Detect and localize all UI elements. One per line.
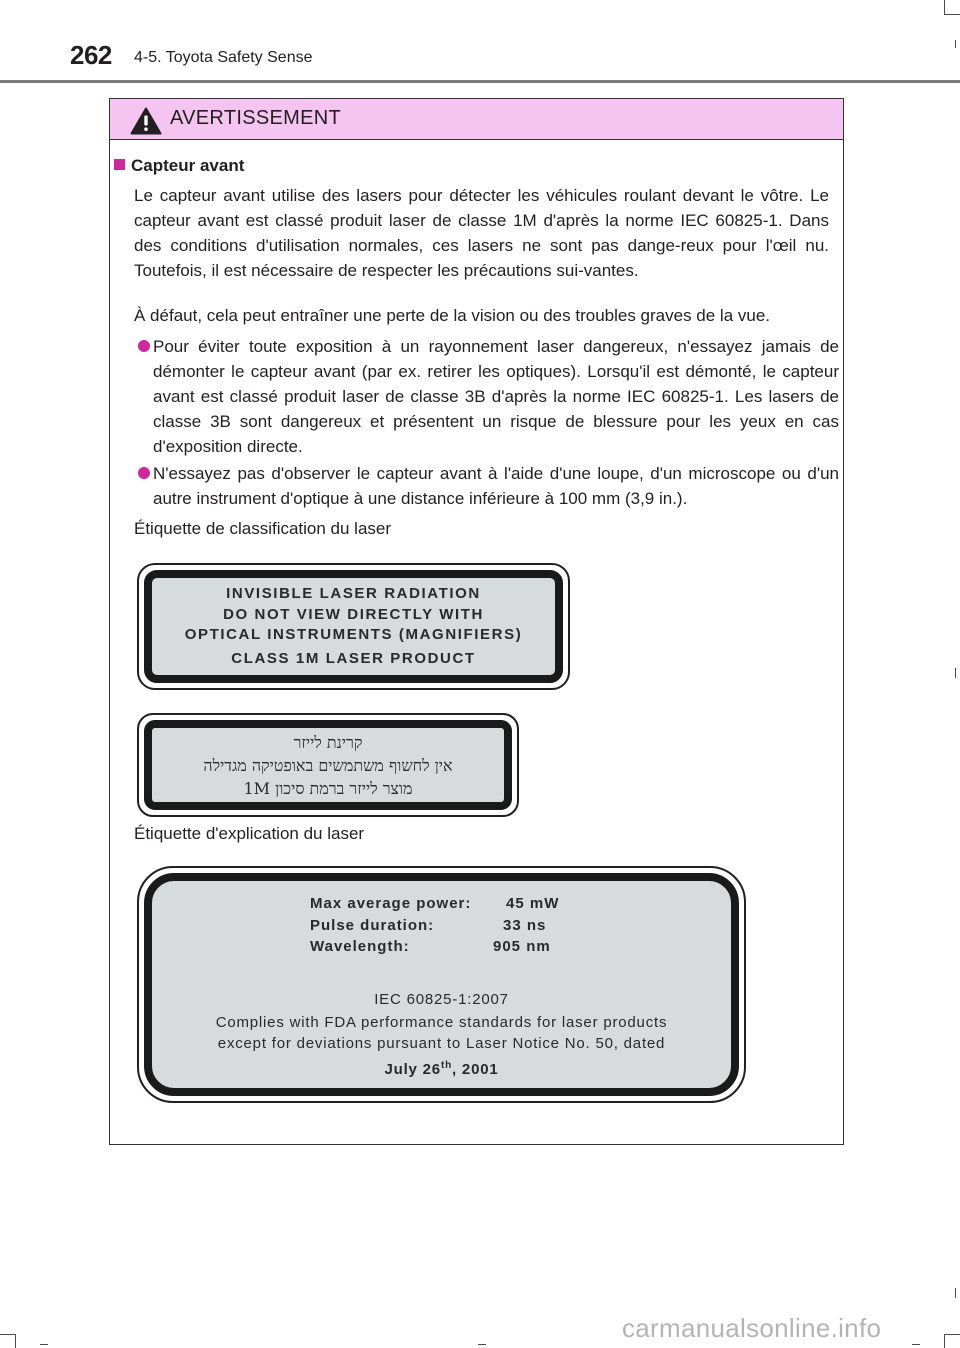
crop-mark [0,1334,16,1335]
label-plate [144,570,563,683]
crop-mark [944,1334,945,1348]
standard-line: IEC 60825-1:2007 [374,991,509,1008]
crop-mark [912,1344,920,1345]
list-item [134,461,839,511]
list-item-text: Pour éviter toute exposition à un rayonnement laser dangereux, n'essayez jamais de démonter le capteur avant (par ex. retirer les optiques). Lorsqu'il est démonté, le capteur avant est classé produit laser de classe 3B d'après la norme IEC 60825-1. Les lasers de classe 3B sont dangereux et présentent un risque de blessure pour les yeux en cas d'exposition directe. [153,337,839,456]
date-superscript: th [440,1059,452,1071]
list-item-text: N'essayez pas d'observer le capteur avant à l'aide d'une loupe, d'un microscope ou d'un autre instrument d'optique à une distance inférieure à 100 mm (3,9 in.). [153,464,839,508]
label-plate [144,873,739,1096]
laser-explanation-label [137,866,746,1103]
crop-mark [944,14,960,15]
date-suffix: , 2001 [452,1060,499,1078]
spec-label: Max average power: [310,895,472,912]
laser-specs [310,893,580,958]
paragraph-consequence: À défaut, cela peut entraîner une perte de la vision ou des troubles graves de la vue. [134,306,771,325]
label-line: CLASS 1M LASER PRODUCT [231,649,476,667]
caption-classification-label: Étiquette de classification du laser [134,519,392,538]
crop-mark [955,1288,956,1298]
crop-mark [478,1344,486,1345]
round-bullet-icon [138,340,150,352]
spec-row [310,893,580,915]
label-line: אין לחשוף משתמשים באופטיקה מגדילה [203,756,453,775]
warning-header [110,99,843,140]
round-bullet-icon [138,467,150,479]
warning-title: AVERTISSEMENT [170,107,341,129]
laser-classification-label-he [137,713,519,817]
spec-value: 33 ns [503,916,547,934]
spec-label: Pulse duration: [310,916,435,934]
page-number: 262 [70,40,112,70]
subheading-text: Capteur avant [131,156,245,175]
notice-date [152,1055,731,1081]
spec-value: 45 mW [506,895,560,912]
watermark: carmanualsonline.info [622,1313,882,1343]
spec-label: Wavelength: [310,938,410,955]
caption-explanation-label: Étiquette d'explication du laser [134,824,365,843]
label-line: OPTICAL INSTRUMENTS (MAGNIFIERS) [184,626,523,643]
label-line: INVISIBLE LASER RADIATION [226,585,481,602]
header-rule [0,80,960,83]
crop-mark [955,668,956,678]
fda-line: Complies with FDA performance standards for laser products [215,1013,668,1031]
section-title: 4-5. Toyota Safety Sense [134,49,313,66]
label-text [152,584,555,669]
crop-mark [944,1334,960,1335]
laser-classification-label-en [137,563,570,690]
spec-row [310,936,580,958]
square-bullet-icon [114,159,125,170]
warning-triangle-icon [130,107,162,135]
subheading [114,156,244,176]
fda-line: except for deviations pursuant to Laser Notice No. 50, dated [217,1035,666,1052]
label-line: קרינת לייזר [293,733,363,752]
crop-mark [40,1344,48,1345]
spec-value: 905 nm [493,938,551,955]
crop-mark [955,40,956,48]
label-line: DO NOT VIEW DIRECTLY WITH [223,605,484,623]
spec-row [310,915,580,937]
crop-mark [944,0,945,14]
label-line: מוצר לייזר ברמת סיכון 1M [243,779,413,798]
date-prefix: July 26 [384,1060,441,1078]
list-item [134,334,839,459]
crop-mark [15,1334,16,1348]
label-text [152,731,504,800]
paragraph-intro: Le capteur avant utilise des lasers pour détecter les véhicules roulant devant le vôtre. Le capteur avant est classé produit laser de classe 1M d'après la norme IEC 60825-1. Dans des conditions d'utilisation normales, ces lasers ne sont pas dange-reux pour l'œil nu. Toutefois, il est nécessaire de respecter les précautions sui-vantes. [134,186,829,280]
label-plate [144,720,512,810]
compliance-text [152,989,731,1080]
